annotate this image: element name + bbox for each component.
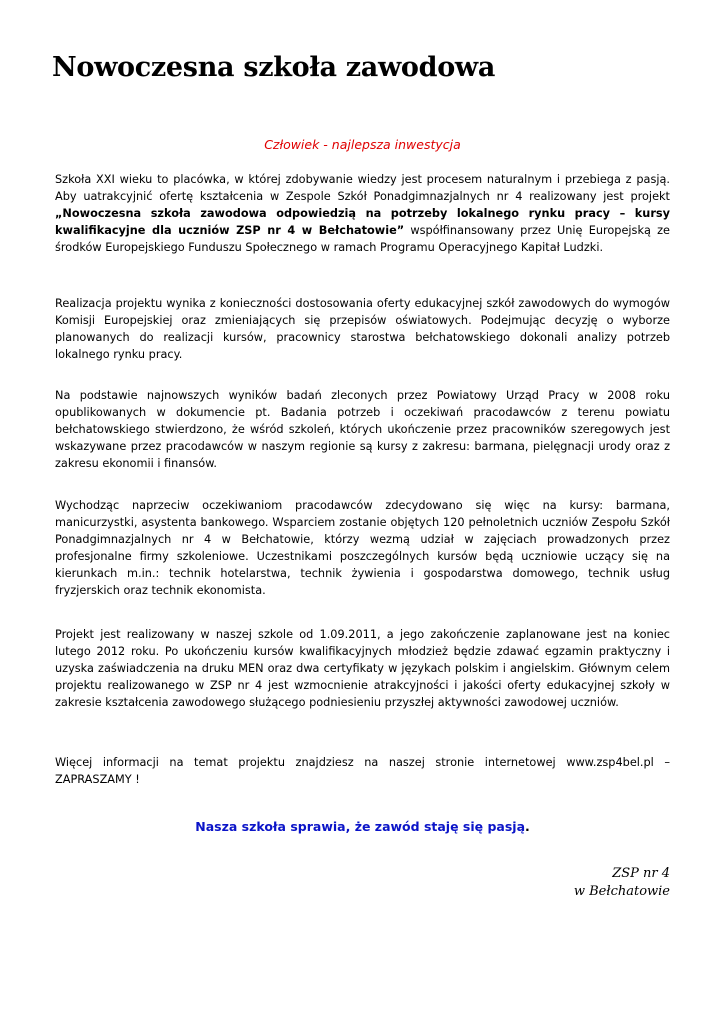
subtitle: Człowiek - najlepsza inwestycja [264,137,461,152]
intro-text-start: Szkoła XXI wieku to placówka, w której zdobywanie wiedzy jest procesem naturalnym i przebiega z pasją. Aby uatrakcyjnić ofertę kształcenia w Zespole Szkół Ponadgimnazjalnych nr 4 realizowany jest projekt [55,173,670,203]
page-title: Nowoczesna szkoła zawodowa [52,52,496,83]
paragraph-courses: Wychodząc naprzeciw oczekiwaniom pracodawców zdecydowano się więc na kursy: barmana, manicurzystki, asystenta bankowego. Wsparciem zostanie objętych 120 pełnoletnich uczniów Zespołu Szkół Ponadgimnazjalnych nr 4 w Bełchatowie, którzy wezmą udział w zajęciach prowadzonych przez profesjonalne firmy szkoleniowe. Uczestnikami poszczególnych kursów będą uczniowie uczący się na kierunkach m.in.: technik hotelarstwa, technik żywienia i gospodarstwa domowego, technik usług fryzjerskich oraz technik ekonomista. [55,499,670,597]
motto-period: . [525,819,530,834]
signature-line-2: w Bełchatowie [573,884,670,899]
paragraph-schedule: Projekt jest realizowany w naszej szkole od 1.09.2011, a jego zakończenie zaplanowane jest na koniec lutego 2012 roku. Po ukończeniu kursów kwalifikacyjnych młodzież będzie zdawać egzamin praktyczny i uzyska zaświadczenia na druku MEN oraz dwa certyfikaty w językach polskim i angielskim. Głównym celem projektu realizowanego w ZSP nr 4 jest wzmocnienie atrakcyjności i jakości oferty edukacyjnej szkoły w zakresie kształcenia zawodowego służącego podniesieniu przyszłej aktywności zawodowej uczniów. [55,628,670,709]
school-motto [0,819,725,834]
paragraph-more-info: Więcej informacji na temat projektu znajdziesz na naszej stronie internetowej www.zsp4bel.pl – ZAPRASZAMY ! [55,756,670,786]
intro-text-end: współfinansowany przez Unię Europejską ze środków Europejskiego Funduszu Społecznego w ramach Programu Operacyjnego Kapitał Ludzki. [55,224,670,254]
paragraph-rationale: Realizacja projektu wynika z konieczności dostosowania oferty edukacyjnej szkół zawodowych do wymogów Komisji Europejskiej oraz zmieniających się przepisów oświatowych. Podejmując decyzję o wyborze planowanych do realizacji kursów, pracownicy starostwa bełchatowskiego dokonali analizy potrzeb lokalnego rynku pracy. [55,297,670,361]
signature [574,865,670,901]
signature-line-1: ZSP nr 4 [612,866,670,881]
motto-text: Nasza szkoła sprawia, że zawód staję się pasją [195,819,526,834]
intro-paragraph [55,171,670,256]
project-name: „Nowoczesna szkoła zawodowa odpowiedzią na potrzeby lokalnego rynku pracy – kursy kwalifikacyjne dla uczniów ZSP nr 4 w Bełchatowie” [55,207,670,237]
paragraph-research: Na podstawie najnowszych wyników badań zleconych przez Powiatowy Urząd Pracy w 2008 roku opublikowanych w dokumencie pt. Badania potrzeb i oczekiwań pracodawców z terenu powiatu bełchatowskiego stwierdzono, że wśród szkoleń, których ukończenie przez pracowników szeregowych jest wskazywane przez pracodawców w naszym regionie są kursy z zakresu: barmana, pielęgnacji urody oraz z zakresu ekonomii i finansów. [55,389,670,470]
